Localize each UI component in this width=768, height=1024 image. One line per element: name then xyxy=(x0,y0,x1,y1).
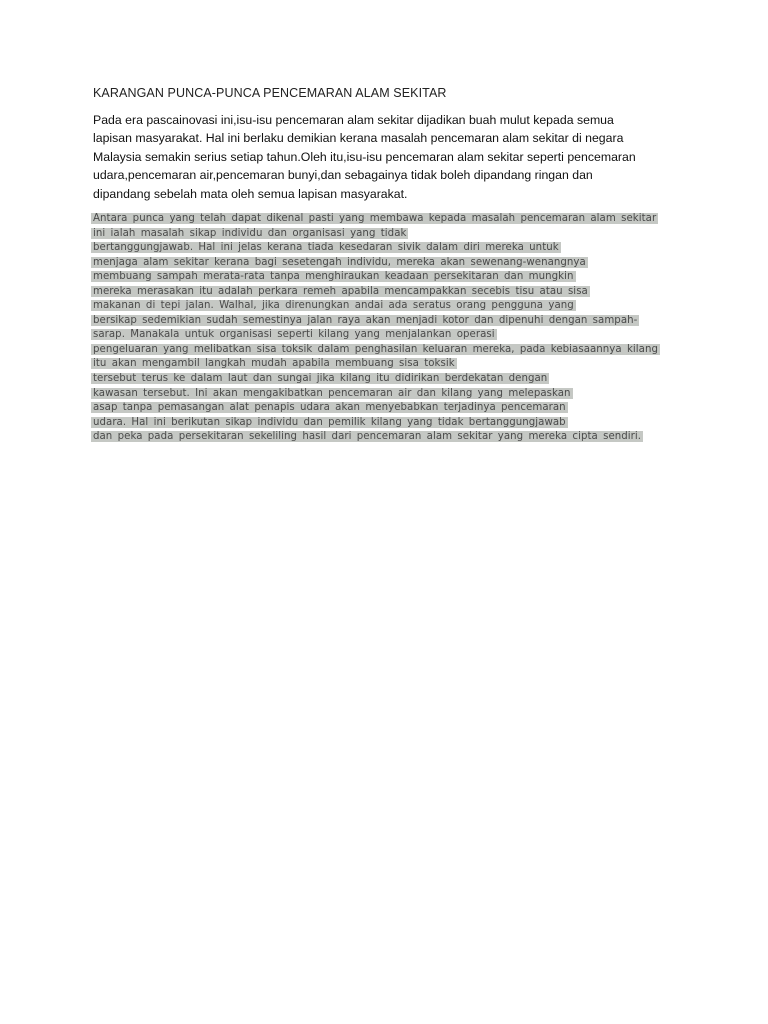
highlighted-line xyxy=(91,212,660,227)
highlighted-text: bersikap sedemikian sudah semestinya jalan raya akan menjadi kotor dan dipenuhi dengan sampah- xyxy=(93,314,638,326)
intro-line: Malaysia semakin serius setiap tahun.Oleh itu,isu-isu pencemaran alam sekitar seperti pencemaran xyxy=(93,149,636,164)
highlighted-line xyxy=(91,416,660,431)
highlighted-text: menjaga alam sekitar kerana bagi sesetengah individu, mereka akan sewenang-wenangnya xyxy=(93,256,586,268)
intro-line: lapisan masyarakat. Hal ini berlaku demikian kerana masalah pencemaran alam sekitar di negara xyxy=(93,131,624,146)
highlighted-text: makanan di tepi jalan. Walhal, jika direnungkan andai ada seratus orang pengguna yang xyxy=(93,300,574,312)
highlighted-line xyxy=(91,314,660,329)
highlighted-text: membuang sampah merata-rata tanpa menghiraukan keadaan persekitaran dan mungkin xyxy=(93,271,574,283)
highlighted-paragraph xyxy=(91,212,660,445)
highlighted-text: pengeluaran yang melibatkan sisa toksik dalam penghasilan keluaran mereka, pada kebiasaannya kilang xyxy=(93,343,658,355)
highlighted-line xyxy=(91,256,660,271)
intro-line: Pada era pascainovasi ini,isu-isu pencemaran alam sekitar dijadikan buah mulut kepada semua xyxy=(93,113,614,127)
document-title: KARANGAN PUNCA-PUNCA PENCEMARAN ALAM SEKITAR xyxy=(93,86,447,100)
highlighted-text: udara. Hal ini berikutan sikap individu dan pemilik kilang yang tidak bertanggungjawab xyxy=(93,416,566,428)
highlighted-text: tersebut terus ke dalam laut dan sungai jika kilang itu didirikan berdekatan dengan xyxy=(93,373,548,385)
highlighted-line xyxy=(91,357,660,372)
highlighted-text: kawasan tersebut. Ini akan mengakibatkan pencemaran air dan kilang yang melepaskan xyxy=(93,387,571,399)
highlighted-text: ini ialah masalah sikap individu dan organisasi yang tidak xyxy=(93,227,407,239)
highlighted-text: itu akan mengambil langkah mudah apabila membuang sisa toksik xyxy=(93,358,455,370)
highlighted-text: sarap. Manakala untuk organisasi seperti kilang yang menjalankan operasi xyxy=(93,329,495,341)
intro-paragraph xyxy=(93,111,683,203)
highlighted-text: asap tanpa pemasangan alat penapis udara akan menyebabkan terjadinya pencemaran xyxy=(93,402,566,414)
intro-line: udara,pencemaran air,pencemaran bunyi,dan sebagainya tidak boleh dipandang ringan dan xyxy=(93,168,593,183)
highlighted-text: dan peka pada persekitaran sekeliling hasil dari pencemaran alam sekitar yang mereka cipta sendiri. xyxy=(93,431,642,443)
highlighted-line xyxy=(91,285,660,300)
highlighted-line xyxy=(91,270,660,285)
highlighted-text: bertanggungjawab. Hal ini jelas kerana tiada kesedaran sivik dalam diri mereka untuk xyxy=(93,242,559,254)
highlighted-line xyxy=(91,241,660,256)
highlighted-line xyxy=(91,227,660,242)
highlighted-line xyxy=(91,387,660,402)
highlighted-line xyxy=(91,328,660,343)
highlighted-text: Antara punca yang telah dapat dikenal pasti yang membawa kepada masalah pencemaran alam sekitar xyxy=(93,213,657,224)
highlighted-text: mereka merasakan itu adalah perkara remeh apabila mencampakkan secebis tisu atau sisa xyxy=(93,285,588,297)
highlighted-line xyxy=(91,299,660,314)
highlighted-line xyxy=(91,343,660,358)
highlighted-line xyxy=(91,401,660,416)
intro-line: dipandang sebelah mata oleh semua lapisan masyarakat. xyxy=(93,186,408,201)
highlighted-line xyxy=(91,430,660,445)
highlighted-line xyxy=(91,372,660,387)
